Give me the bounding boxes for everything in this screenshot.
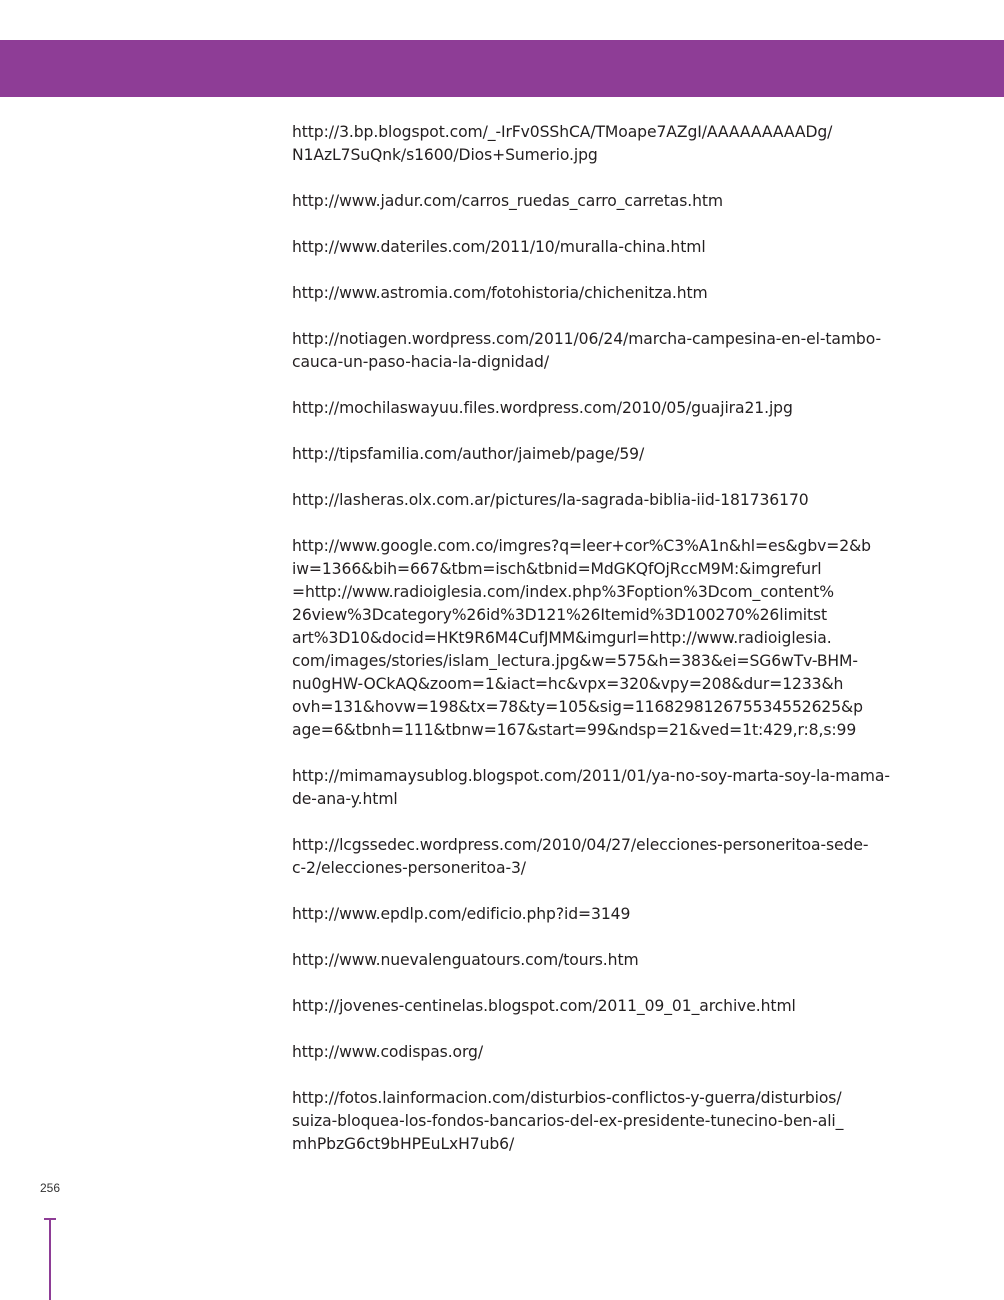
reference-line: http://www.astromia.com/fotohistoria/chichenitza.htm [292,284,708,302]
reference-line: art%3D10&docid=HKt9R6M4CufJMM&imgurl=http://www.radioiglesia. [292,629,832,647]
reference-line: http://jovenes-centinelas.blogspot.com/2011_09_01_archive.html [292,997,796,1015]
reference-entry[interactable] [292,834,892,880]
reference-line: http://notiagen.wordpress.com/2011/06/24/marcha-campesina-en-el-tambo- [292,330,881,348]
reference-line: http://mochilaswayuu.files.wordpress.com/2010/05/guajira21.jpg [292,399,793,417]
reference-line: age=6&tbnh=111&tbnw=167&start=99&ndsp=21&ved=1t:429,r:8,s:99 [292,721,857,739]
reference-line: http://www.jadur.com/carros_ruedas_carro_carretas.htm [292,192,724,210]
reference-entry[interactable] [292,397,892,420]
reference-entry[interactable] [292,121,892,167]
reference-line: 26view%3Dcategory%26id%3D121%26Itemid%3D100270%26limitst [292,606,828,624]
reference-entry[interactable] [292,1087,892,1156]
reference-line: http://www.nuevalenguatours.com/tours.htm [292,951,639,969]
reference-line: cauca-un-paso-hacia-la-dignidad/ [292,353,549,371]
reference-entry[interactable] [292,489,892,512]
reference-line: http://tipsfamilia.com/author/jaimeb/page/59/ [292,445,645,463]
reference-entry[interactable] [292,328,892,374]
margin-marker [49,1218,51,1300]
reference-entry[interactable] [292,949,892,972]
reference-line: suiza-bloquea-los-fondos-bancarios-del-ex-presidente-tunecino-ben-ali_ [292,1112,844,1130]
reference-line: http://www.epdlp.com/edificio.php?id=3149 [292,905,631,923]
reference-entry[interactable] [292,903,892,926]
reference-line: ovh=131&hovw=198&tx=78&ty=105&sig=116829812675534552625&p [292,698,863,716]
reference-line: =http://www.radioiglesia.com/index.php%3Foption%3Dcom_content% [292,583,834,601]
reference-entry[interactable] [292,236,892,259]
page-number: 256 [40,1181,61,1195]
reference-line: http://mimamaysublog.blogspot.com/2011/01/ya-no-soy-marta-soy-la-mama- [292,767,890,785]
reference-entry[interactable] [292,535,892,742]
reference-entry[interactable] [292,1041,892,1064]
reference-entry[interactable] [292,282,892,305]
reference-line: http://www.dateriles.com/2011/10/muralla-china.html [292,238,706,256]
reference-line: http://lcgssedec.wordpress.com/2010/04/27/elecciones-personeritoa-sede- [292,836,869,854]
reference-line: com/images/stories/islam_lectura.jpg&w=575&h=383&ei=SG6wTv-BHM- [292,652,858,670]
reference-list [292,121,892,1179]
reference-entry[interactable] [292,443,892,466]
reference-entry[interactable] [292,190,892,213]
reference-line: http://lasheras.olx.com.ar/pictures/la-sagrada-biblia-iid-181736170 [292,491,809,509]
reference-line: N1AzL7SuQnk/s1600/Dios+Sumerio.jpg [292,146,598,164]
reference-entry[interactable] [292,995,892,1018]
reference-line: iw=1366&bih=667&tbm=isch&tbnid=MdGKQfOjRccM9M:&imgrefurl [292,560,822,578]
header-band [0,40,1004,97]
reference-line: mhPbzG6ct9bHPEuLxH7ub6/ [292,1135,515,1153]
reference-line: de-ana-y.html [292,790,398,808]
reference-line: http://www.codispas.org/ [292,1043,483,1061]
reference-line: c-2/elecciones-personeritoa-3/ [292,859,526,877]
reference-entry[interactable] [292,765,892,811]
reference-line: http://3.bp.blogspot.com/_-IrFv0SShCA/TMoape7AZgI/AAAAAAAAADg/ [292,123,833,141]
reference-line: http://fotos.lainformacion.com/disturbios-conflictos-y-guerra/disturbios/ [292,1089,842,1107]
reference-line: http://www.google.com.co/imgres?q=leer+cor%C3%A1n&hl=es&gbv=2&b [292,537,871,555]
reference-line: nu0gHW-OCkAQ&zoom=1&iact=hc&vpx=320&vpy=208&dur=1233&h [292,675,844,693]
